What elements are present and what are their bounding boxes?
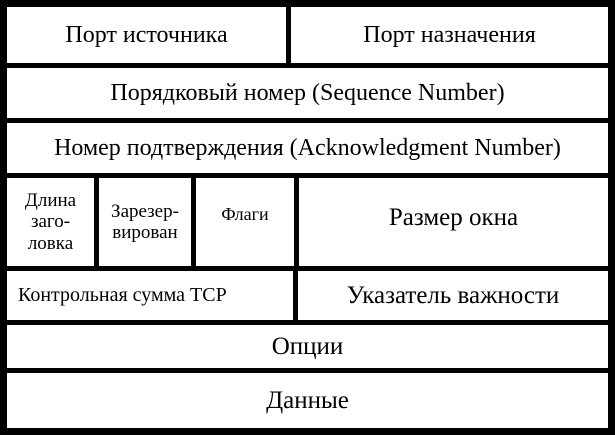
destination-port-label: Порт назначения	[363, 21, 536, 48]
flags-field	[196, 178, 294, 266]
options-label: Опции	[271, 332, 344, 360]
urgent-pointer-field	[298, 271, 608, 320]
data-label: Данные	[266, 386, 349, 414]
sequence-number-field	[7, 68, 608, 118]
urgent-pointer-label: Указатель важности	[346, 281, 560, 309]
sequence-number-label: Порядковый номер (Sequence Number)	[110, 79, 505, 106]
source-port-field	[7, 7, 286, 63]
flags-label: Флаги	[221, 204, 269, 224]
destination-port-field	[291, 7, 608, 63]
header-length-field	[7, 178, 94, 266]
header-length-label: Длина заго- ловка	[24, 190, 77, 254]
source-port-label: Порт источника	[65, 21, 228, 48]
window-size-label: Размер окна	[388, 204, 519, 231]
options-field	[7, 325, 608, 368]
data-field	[7, 373, 608, 428]
checksum-field	[7, 271, 293, 320]
window-size-field	[299, 178, 608, 266]
acknowledgment-number-label: Номер подтверждения (Acknowledgment Number)	[54, 134, 561, 161]
checksum-label: Контрольная сумма TCP	[18, 284, 227, 306]
acknowledgment-number-field	[7, 123, 608, 173]
reserved-field	[99, 178, 191, 266]
reserved-label: Зарезер- вирован	[111, 200, 179, 243]
